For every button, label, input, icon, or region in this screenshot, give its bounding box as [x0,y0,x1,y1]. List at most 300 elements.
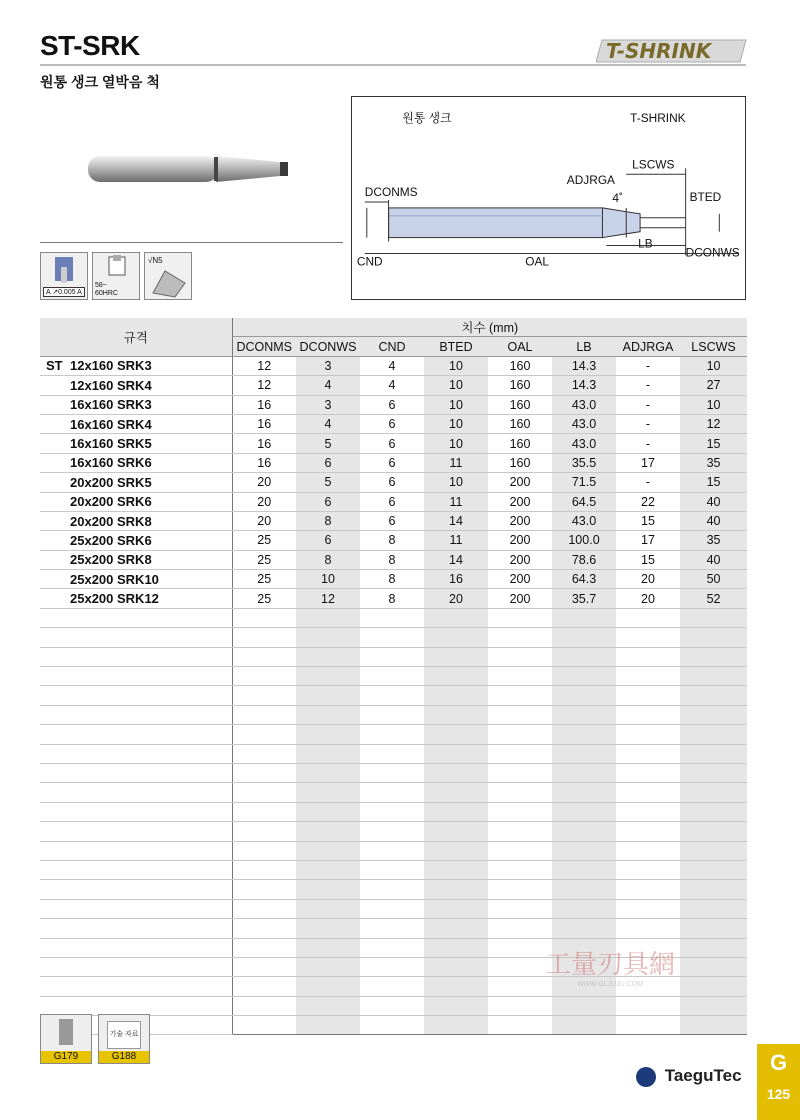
empty-cell [360,996,424,1015]
empty-cell [232,705,296,724]
empty-row [40,628,747,647]
empty-cell [360,783,424,802]
value-cell: 52 [680,589,747,608]
empty-cell [616,744,680,763]
value-cell: 10 [424,414,488,433]
empty-cell [424,802,488,821]
value-cell: 12 [232,376,296,395]
value-cell: 15 [616,550,680,569]
value-cell: 8 [360,589,424,608]
model-name: 16x160 SRK3 [70,397,152,413]
empty-cell [40,860,232,879]
value-cell: 100.0 [552,531,616,550]
empty-row [40,802,747,821]
empty-cell [488,744,552,763]
empty-cell [360,822,424,841]
empty-cell [232,628,296,647]
value-cell: 17 [616,531,680,550]
model-cell [40,531,232,550]
empty-cell [232,880,296,899]
empty-cell [424,822,488,841]
empty-cell [360,919,424,938]
value-cell: 20 [232,492,296,511]
empty-cell [360,647,424,666]
empty-cell [488,899,552,918]
value-cell: 20 [232,473,296,492]
value-cell: 8 [360,550,424,569]
empty-cell [296,628,360,647]
dim-lscws: LSCWS [632,157,675,172]
table-row [40,376,747,395]
empty-cell [488,628,552,647]
value-cell: 64.3 [552,570,616,589]
value-cell: 12 [296,589,360,608]
model-name: 16x160 SRK6 [70,455,152,471]
value-cell: 15 [680,473,747,492]
empty-cell [680,705,747,724]
empty-cell [232,919,296,938]
empty-cell [488,725,552,744]
table-row [40,511,747,530]
empty-cell [424,957,488,976]
value-cell: 8 [360,570,424,589]
empty-cell [296,705,360,724]
model-cell [40,570,232,589]
empty-cell [232,957,296,976]
value-cell: 16 [232,414,296,433]
dimension-diagram [351,96,746,300]
diagram-label-shank: 원통 생크 [402,110,452,125]
empty-cell [424,880,488,899]
value-cell: 20 [616,589,680,608]
dimensions-header: 치수 (mm) [232,318,747,337]
value-cell: 160 [488,453,552,472]
empty-cell [488,802,552,821]
empty-cell [360,744,424,763]
taegutec-logo: TaeguTec [636,1066,742,1087]
ref-g188-label: G188 [99,1051,149,1063]
table-row [40,492,747,511]
empty-cell [424,919,488,938]
empty-cell [232,608,296,627]
empty-cell [424,996,488,1015]
empty-cell [360,686,424,705]
empty-cell [616,1016,680,1035]
value-cell: 8 [360,531,424,550]
empty-cell [616,919,680,938]
empty-row [40,667,747,686]
value-cell: 10 [296,570,360,589]
value-cell: 6 [360,473,424,492]
model-cell [40,434,232,453]
empty-cell [488,880,552,899]
page-subtitle: 원통 생크 열박음 척 [40,74,160,90]
empty-cell [360,899,424,918]
empty-cell [40,899,232,918]
table-row [40,589,747,608]
model-name: 20x200 SRK8 [70,513,152,529]
value-cell: 200 [488,473,552,492]
empty-cell [616,783,680,802]
value-cell: 25 [232,531,296,550]
empty-cell [488,919,552,938]
empty-cell [424,860,488,879]
empty-cell [552,802,616,821]
value-cell: 200 [488,589,552,608]
empty-cell [552,628,616,647]
empty-cell [616,880,680,899]
empty-cell [296,763,360,782]
value-cell: 11 [424,492,488,511]
model-cell [40,473,232,492]
empty-cell [680,899,747,918]
value-cell: 6 [296,453,360,472]
empty-cell [488,822,552,841]
column-header: LSCWS [680,337,747,356]
empty-row [40,744,747,763]
column-header: LB [552,337,616,356]
empty-cell [680,628,747,647]
empty-cell [424,763,488,782]
model-name: 25x200 SRK8 [70,552,152,568]
empty-row [40,608,747,627]
ref-g179-thumbnail[interactable] [40,1014,92,1064]
empty-row [40,705,747,724]
value-cell: 20 [232,511,296,530]
empty-cell [40,957,232,976]
value-cell: 35.5 [552,453,616,472]
dim-oal: OAL [525,254,549,269]
empty-cell [232,686,296,705]
value-cell: 14 [424,550,488,569]
value-cell: 27 [680,376,747,395]
empty-cell [424,686,488,705]
empty-cell [616,860,680,879]
value-cell: - [616,395,680,414]
empty-cell [680,996,747,1015]
empty-cell [680,802,747,821]
empty-cell [488,783,552,802]
empty-cell [552,686,616,705]
value-cell: 200 [488,550,552,569]
value-cell: 160 [488,414,552,433]
empty-cell [552,841,616,860]
empty-row [40,860,747,879]
empty-cell [40,725,232,744]
empty-cell [360,628,424,647]
diagram-label-type: T-SHRINK [630,110,686,125]
ref-g188-book-icon: 기술 자료 [107,1021,141,1049]
empty-cell [232,725,296,744]
model-cell [40,589,232,608]
empty-cell [680,977,747,996]
empty-cell [232,667,296,686]
value-cell: 15 [680,434,747,453]
value-cell: 20 [616,570,680,589]
empty-cell [360,841,424,860]
value-cell: 43.0 [552,511,616,530]
value-cell: 160 [488,356,552,375]
value-cell: 25 [232,550,296,569]
empty-cell [40,647,232,666]
ref-g188-thumbnail[interactable] [98,1014,150,1064]
taegutec-logo-icon [636,1067,656,1087]
table-row [40,356,747,375]
model-name: 25x200 SRK12 [70,591,159,607]
value-cell: 8 [296,550,360,569]
empty-cell [40,822,232,841]
value-cell: 16 [232,395,296,414]
table-row [40,473,747,492]
empty-cell [40,880,232,899]
model-name: 16x160 SRK5 [70,436,152,452]
empty-cell [360,705,424,724]
value-cell: 25 [232,589,296,608]
value-cell: 40 [680,492,747,511]
column-header: BTED [424,337,488,356]
empty-cell [296,957,360,976]
value-cell: 10 [424,356,488,375]
value-cell: 160 [488,434,552,453]
model-cell [40,414,232,433]
value-cell: 10 [424,395,488,414]
empty-cell [296,802,360,821]
empty-cell [616,725,680,744]
empty-row [40,880,747,899]
empty-cell [552,860,616,879]
value-cell: 40 [680,511,747,530]
empty-cell [680,744,747,763]
empty-cell [680,841,747,860]
svg-text:T-SHRINK: T-SHRINK [606,39,712,63]
model-cell [40,356,232,375]
value-cell: 6 [360,492,424,511]
value-cell: - [616,414,680,433]
model-cell [40,492,232,511]
empty-row [40,919,747,938]
spec-header: 규격 [40,318,232,356]
value-cell: - [616,434,680,453]
value-cell: - [616,376,680,395]
empty-row [40,783,747,802]
empty-cell [616,686,680,705]
value-cell: 71.5 [552,473,616,492]
empty-cell [424,899,488,918]
table-row [40,531,747,550]
table-row [40,453,747,472]
empty-cell [488,763,552,782]
value-cell: 25 [232,570,296,589]
empty-cell [616,763,680,782]
image-divider [40,242,343,243]
value-cell: 12 [680,414,747,433]
empty-cell [232,744,296,763]
empty-cell [296,667,360,686]
value-cell: 16 [424,570,488,589]
empty-cell [680,763,747,782]
empty-cell [552,744,616,763]
dim-angle: 4˚ [612,190,623,205]
value-cell: 10 [424,434,488,453]
empty-cell [488,705,552,724]
model-cell [40,376,232,395]
empty-cell [232,996,296,1015]
empty-cell [232,899,296,918]
value-cell: 20 [424,589,488,608]
page-title: ST-SRK [40,30,140,61]
empty-cell [616,841,680,860]
value-cell: 3 [296,395,360,414]
dim-cnd: CND [356,254,383,269]
value-cell: 50 [680,570,747,589]
page-number: 125 [766,1086,791,1102]
empty-cell [40,628,232,647]
empty-cell [296,608,360,627]
column-header: CND [360,337,424,356]
value-cell: 5 [296,473,360,492]
empty-cell [232,783,296,802]
value-cell: 4 [296,414,360,433]
empty-cell [616,899,680,918]
empty-cell [232,822,296,841]
empty-cell [552,919,616,938]
empty-row [40,686,747,705]
value-cell: 6 [360,511,424,530]
value-cell: 6 [296,531,360,550]
model-prefix: ST [46,358,63,374]
empty-cell [488,841,552,860]
empty-cell [40,996,232,1015]
table-row [40,570,747,589]
value-cell: 4 [360,356,424,375]
empty-cell [360,977,424,996]
value-cell: 5 [296,434,360,453]
empty-cell [552,899,616,918]
empty-cell [488,860,552,879]
empty-cell [360,667,424,686]
empty-cell [296,744,360,763]
value-cell: 160 [488,395,552,414]
empty-cell [552,1016,616,1035]
value-cell: 200 [488,511,552,530]
dim-dconws: DCONWS [685,245,740,260]
value-cell: 22 [616,492,680,511]
empty-cell [424,744,488,763]
value-cell: 40 [680,550,747,569]
empty-cell [40,783,232,802]
empty-cell [552,608,616,627]
table-row [40,550,747,569]
empty-cell [296,919,360,938]
empty-cell [616,608,680,627]
value-cell: 200 [488,570,552,589]
empty-cell [296,899,360,918]
empty-cell [40,802,232,821]
dim-adjrga: ADJRGA [566,173,615,188]
empty-cell [232,977,296,996]
tolerance-icon: A ↗0.005 A [40,252,88,300]
empty-cell [232,647,296,666]
empty-cell [360,938,424,957]
empty-cell [424,705,488,724]
empty-cell [40,744,232,763]
empty-cell [296,977,360,996]
empty-row [40,763,747,782]
value-cell: 6 [360,434,424,453]
empty-cell [40,705,232,724]
empty-cell [616,647,680,666]
value-cell: 10 [680,356,747,375]
empty-cell [552,763,616,782]
empty-cell [40,667,232,686]
empty-cell [424,977,488,996]
empty-cell [680,880,747,899]
model-name: 16x160 SRK4 [70,416,152,432]
value-cell: 8 [296,511,360,530]
value-cell: 16 [232,453,296,472]
value-cell: 6 [296,492,360,511]
ref-g179-label: G179 [41,1051,91,1063]
empty-cell [616,705,680,724]
empty-cell [552,725,616,744]
empty-cell [296,822,360,841]
value-cell: 35 [680,531,747,550]
value-cell: 10 [424,376,488,395]
value-cell: 35.7 [552,589,616,608]
model-name: 12x160 SRK3 [70,358,152,374]
value-cell: 200 [488,492,552,511]
model-name: 12x160 SRK4 [70,377,152,393]
empty-cell [232,860,296,879]
value-cell: 10 [424,473,488,492]
empty-cell [40,919,232,938]
empty-cell [488,667,552,686]
empty-cell [680,667,747,686]
value-cell: - [616,356,680,375]
dim-lb: LB [638,236,653,251]
empty-cell [40,977,232,996]
empty-row [40,899,747,918]
empty-cell [616,822,680,841]
empty-cell [424,667,488,686]
empty-cell [296,725,360,744]
value-cell: 4 [296,376,360,395]
column-header: OAL [488,337,552,356]
hardness-icon: 58~ 60HRC [92,252,140,300]
empty-cell [424,783,488,802]
empty-cell [680,1016,747,1035]
value-cell: 6 [360,453,424,472]
empty-cell [296,938,360,957]
empty-cell [424,725,488,744]
empty-cell [552,647,616,666]
value-cell: 160 [488,376,552,395]
empty-cell [680,957,747,976]
empty-cell [680,608,747,627]
empty-cell [552,822,616,841]
column-header: DCONMS [232,337,296,356]
empty-cell [552,705,616,724]
empty-row [40,647,747,666]
empty-cell [40,608,232,627]
model-cell [40,453,232,472]
empty-cell [616,628,680,647]
empty-cell [296,1016,360,1035]
empty-cell [232,1016,296,1035]
empty-row [40,841,747,860]
empty-cell [360,608,424,627]
model-name: 20x200 SRK6 [70,494,152,510]
